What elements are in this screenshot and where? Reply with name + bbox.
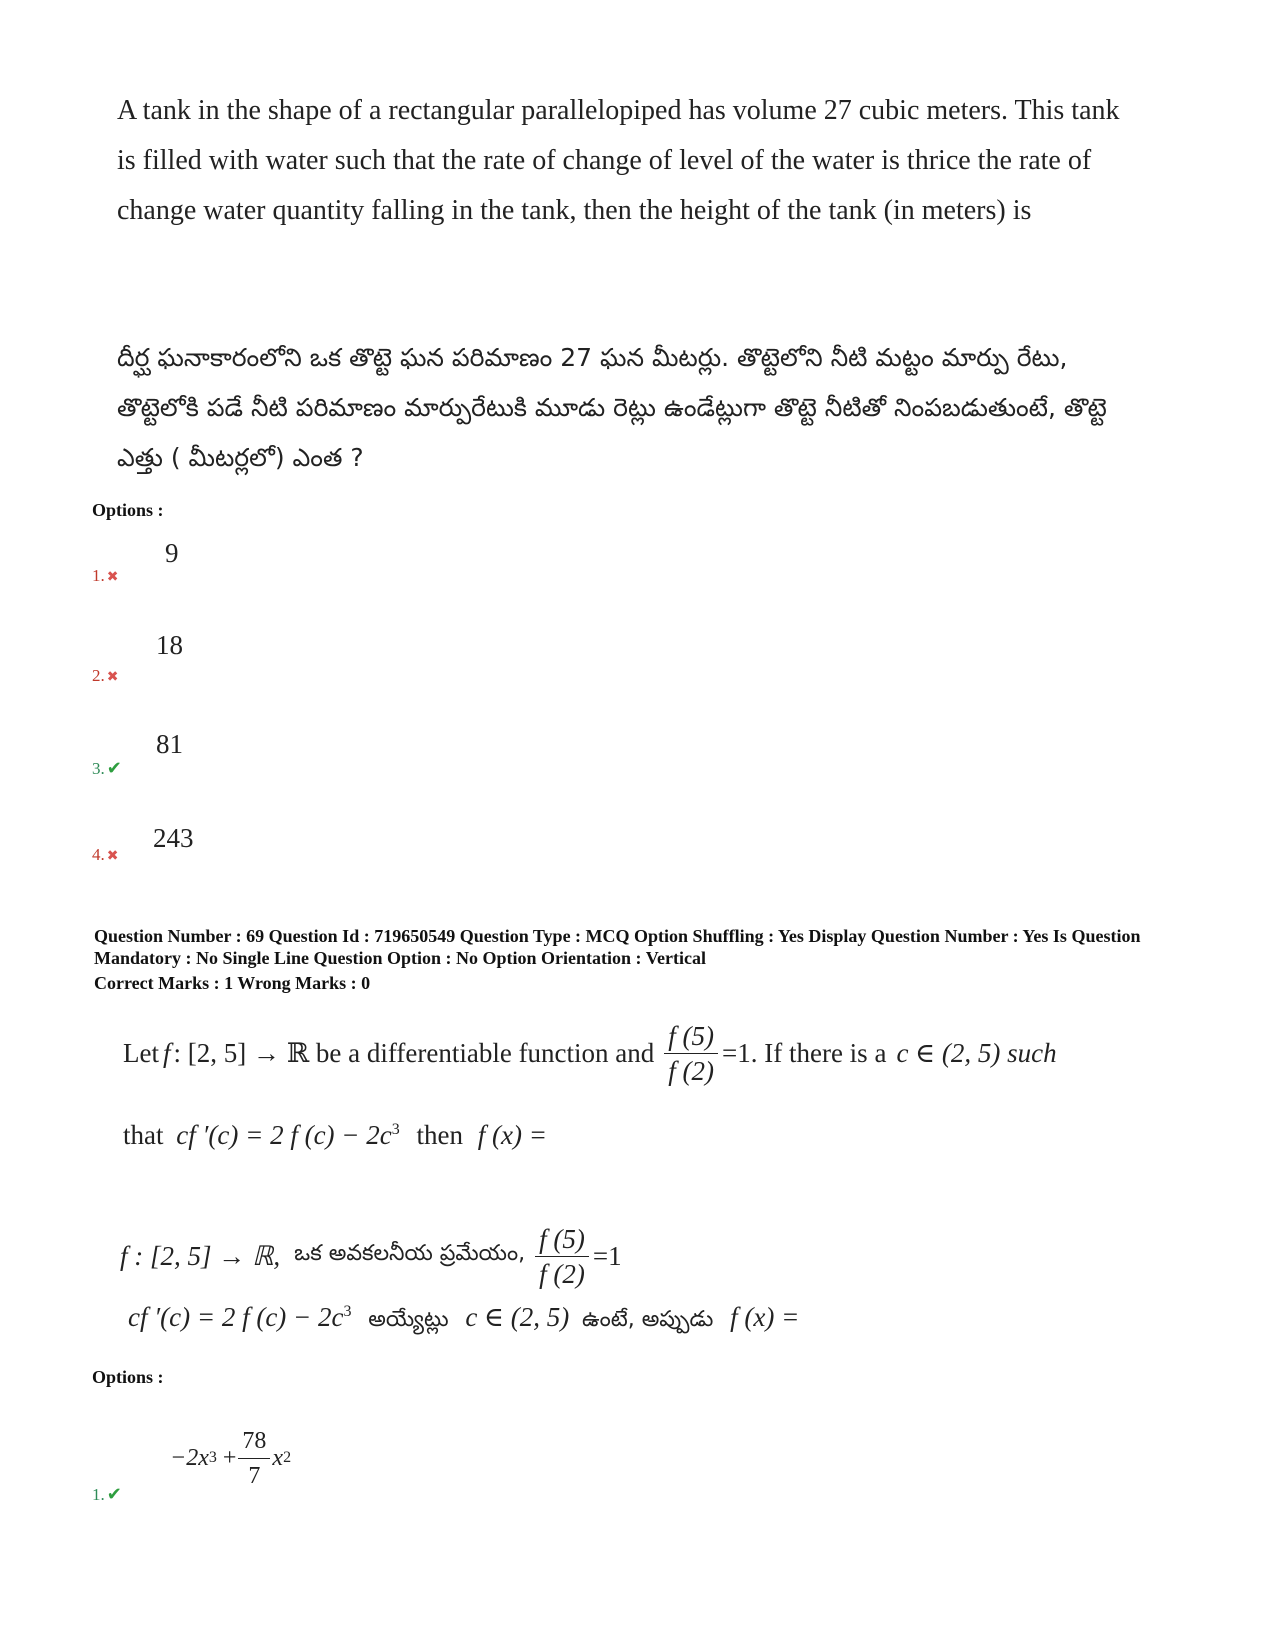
options-label: Options : xyxy=(92,500,164,520)
option-1[interactable] xyxy=(92,566,118,586)
option-1-value: 9 xyxy=(165,538,179,568)
q69-option-1-number: 1. xyxy=(92,1485,105,1504)
question-68-text-en: A tank in the shape of a rectangular parallelopiped has volume 27 cubic meters. This tank is filled with water such that the rate of change of level of the water is thrice the rate of change water quantity falling in the tank, then the height of the tank (in meters) is xyxy=(117,95,1120,226)
option-4-value: 243 xyxy=(153,823,194,853)
option-3[interactable] xyxy=(92,758,122,779)
question-68-text-te: దీర్ఘ ఘనాకారంలోని ఒక తొట్టె ఘన పరిమాణం 27 ఘన మీటర్లు. తొట్టెలోని నీటి మట్టం మార్పు రేటు, తొట్టెలోకి పడే నీటి పరిమాణం మార్పురేటుకి మూడు రెట్లు ఉండేట్లుగా తొట్టె నీటితో నింపబడుతుంటే, తొట్టె ఎత్తు ( మీటర్లలో) ఎంత ? xyxy=(117,343,1107,472)
correct-check-icon: ✔ xyxy=(106,1484,122,1504)
wrong-mark-icon: ✖ xyxy=(106,670,119,685)
q69-option-1[interactable] xyxy=(92,1484,122,1505)
question-69-line-1: Let f : [2, 5] → ℝ be a differentiable function and $\frac{f (5)}{f (2)}$ =1. If there is a c ∈ (2, 5) such xyxy=(123,1020,1057,1086)
question-69-meta: Question Number : 69 Question Id : 719650549 Question Type : MCQ Option Shuffling : Yes Display Question Number : Yes Is Question Mandatory : No Single Line Question Option : No Option Orientation : Vertical xyxy=(94,926,1141,968)
option-4-number: 4. xyxy=(92,845,105,864)
option-2-value: 18 xyxy=(156,630,183,660)
wrong-mark-icon: ✖ xyxy=(106,570,119,585)
option-1-number: 1. xyxy=(92,566,105,585)
question-69-line-2: that cf ′(c) = 2 f $(c) - 2c^3$ then f (x) = xyxy=(123,1120,547,1150)
options-label: Options : xyxy=(92,1367,164,1387)
question-69-te-line-1: f : [2, 5] → ℝ, ఒక అవకలనీయ ప్రమేయం, $\frac{f (5)}{f (2)}$ =1 xyxy=(120,1223,622,1289)
correct-check-icon: ✔ xyxy=(106,758,122,778)
q69-option-1-value: −2x 3 + $\frac{78}{7}$ x 2 xyxy=(170,1420,291,1496)
question-69-marks: Correct Marks : 1 Wrong Marks : 0 xyxy=(94,973,371,993)
option-3-value: 81 xyxy=(156,729,183,759)
option-4[interactable] xyxy=(92,845,118,865)
option-2-number: 2. xyxy=(92,666,105,685)
option-3-number: 3. xyxy=(92,759,105,778)
question-69-te-line-2: cf ′(c) = 2 f $(c) - 2c^3$ అయ్యేట్లు c ∈ (2, 5) ఉంటే, అప్పుడు f (x) = xyxy=(128,1302,800,1332)
option-2[interactable] xyxy=(92,666,118,686)
wrong-mark-icon: ✖ xyxy=(106,849,119,864)
